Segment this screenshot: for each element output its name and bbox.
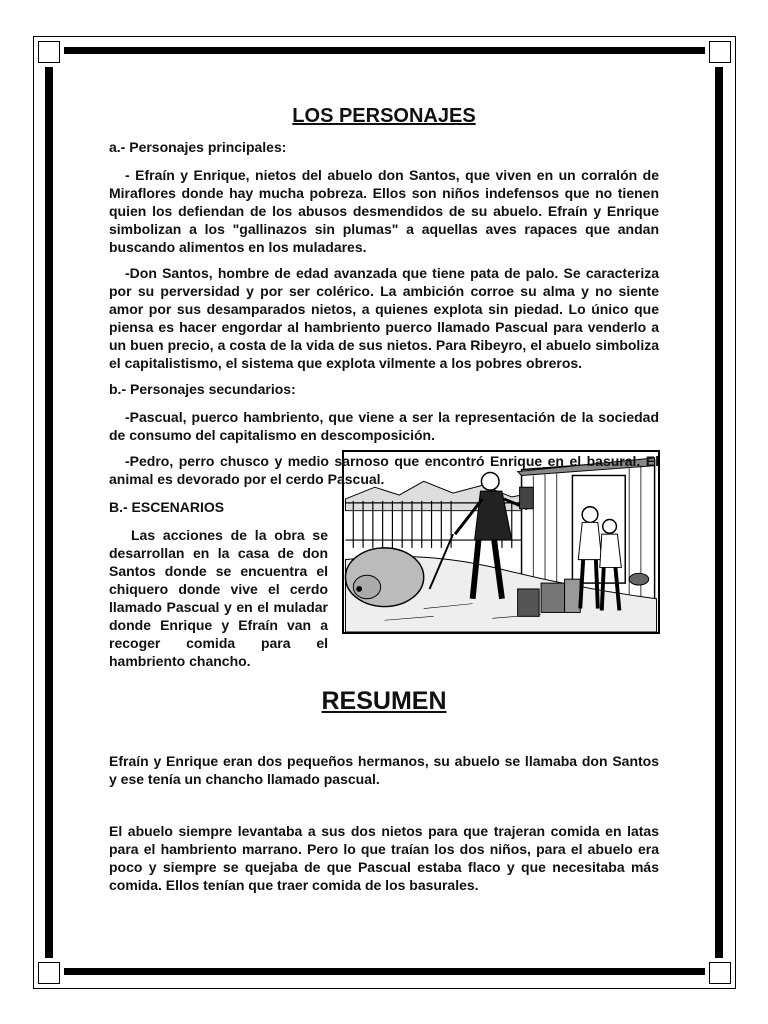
resumen-title: RESUMEN	[321, 687, 447, 715]
illustration-farmyard-scene	[344, 452, 658, 632]
border-corner-top-right	[705, 37, 735, 67]
section-title: LOS PERSONAJES	[292, 105, 476, 127]
paragraph-efrain-enrique: - Efraín y Enrique, nietos del abuelo don Santos, que viven en un corralón de Miraflores donde hay mucha pobreza. Ellos son niños indefensos que no tienen quien los defiendan de los abusos desmendidos de su abuelo. Efraín y Enrique simbolizan a los "gallinazos sin plumas" a aquellas aves rapaces que andan buscando alimentos en los muladares.	[109, 167, 659, 255]
paragraph-resumen-1: Efraín y Enrique eran dos pequeños hermanos, su abuelo se llamaba don Santos y ese tenía un chancho llamado pascual.	[109, 753, 659, 787]
paragraph-pedro-text: -Pedro, perro chusco y medio sarnoso que encontró Enrique en el basural. El animal es devorado por el cerdo Pascual.	[109, 453, 659, 487]
paragraph-don-santos: -Don Santos, hombre de edad avanzada que tiene pata de palo. Se caracteriza por su perversidad y por ser colérico. La ambición corroe su alma y no siente amor por sus desamparados nietos, a quienes explota sin piedad. Lo único que piensa es hacer engordar al hambriento puerco llamado Pascual para venderlo a un buen precio, a costa de la vida de sus nietos. Para Ribeyro, el abuelo simboliza el capitalistismo, el sistema que explota vilmente a los pobres obreros.	[109, 265, 659, 371]
paragraph-pascual: -Pascual, puerco hambriento, que viene a ser la representación de la sociedad de consumo del capitalismo en descomposición.	[109, 409, 659, 443]
paragraph-resumen-2: El abuelo siempre levantaba a sus dos nietos para que trajeran comida en latas para el hambriento marrano. Pero lo que traían los dos niños, para el abuelo era poco y siempre se quejaba de que Pascual estaba flaco y que necesitaba más comida. Ellos tenían que traer comida de los basurales.	[109, 823, 659, 893]
border-corner-top-left	[34, 37, 64, 67]
paragraph-escenarios: Las acciones de la obra se desarrollan en la casa de don Santos donde se encuentra el chiquero donde vive el cerdo llamado Pascual y en el muladar donde Enrique y Efraín van a recoger comida para el hambriento chancho.	[109, 527, 328, 669]
principales-heading: a.- Personajes principales:	[109, 139, 287, 155]
border-corner-bottom-right	[705, 958, 735, 988]
document-body	[109, 100, 659, 902]
secundarios-heading: b.- Personajes secundarios:	[109, 381, 296, 397]
escenarios-heading: B.- ESCENARIOS	[109, 499, 225, 515]
border-corner-bottom-left	[34, 958, 64, 988]
story-illustration	[342, 450, 660, 634]
